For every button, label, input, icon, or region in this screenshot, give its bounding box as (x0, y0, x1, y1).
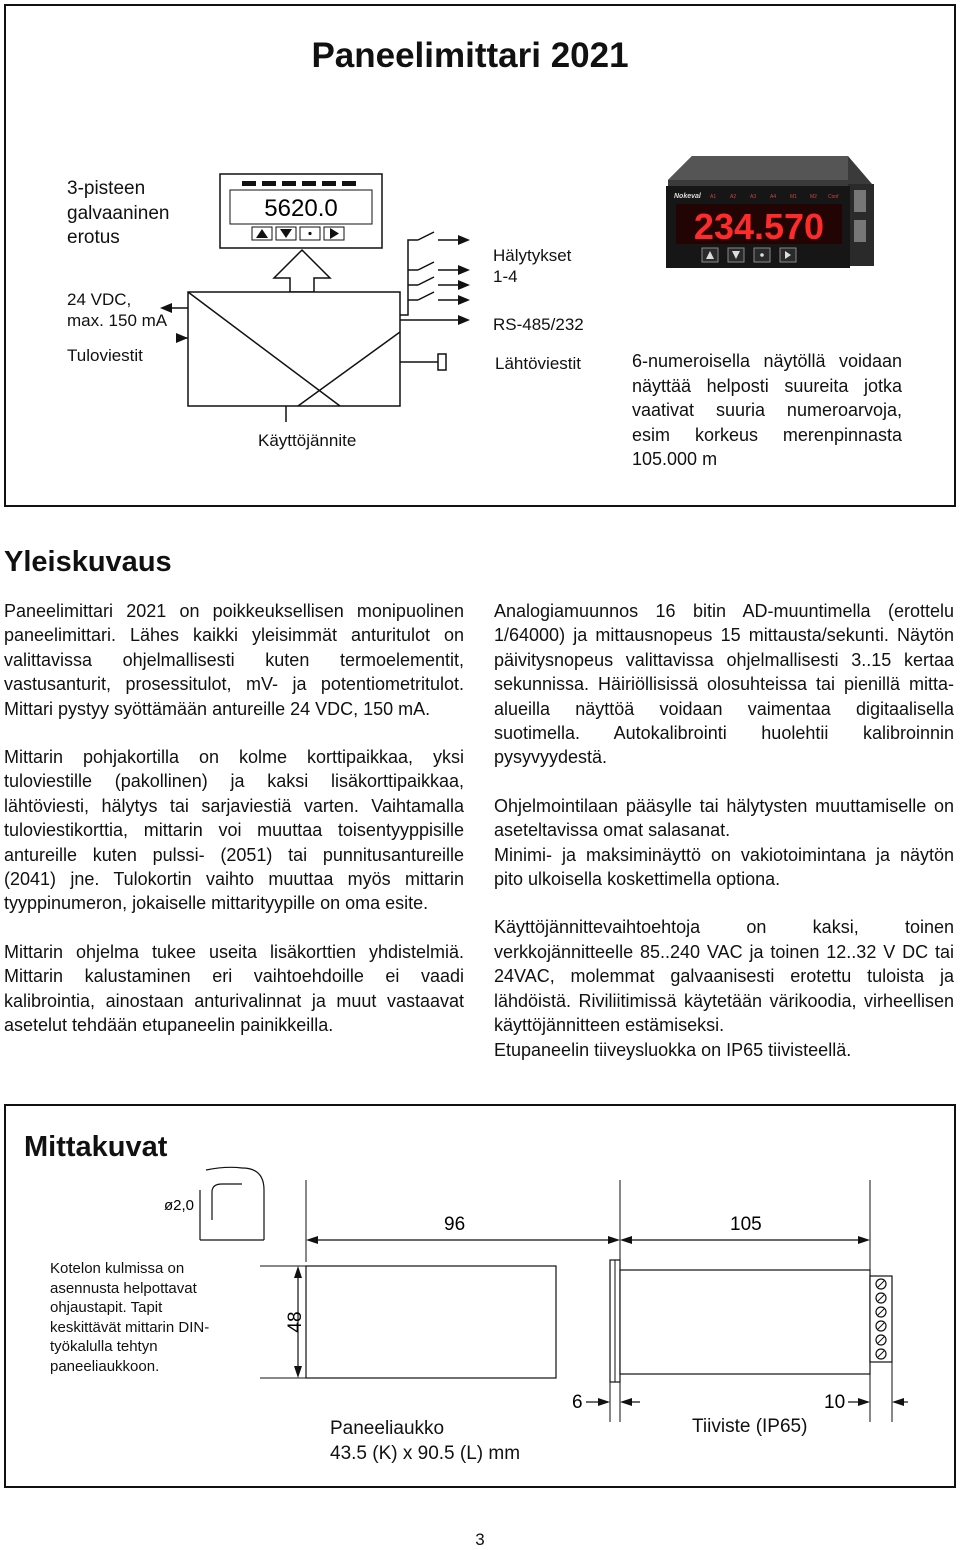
photo-display-value: 234.570 (693, 206, 825, 247)
depth-dimension: 105 (730, 1214, 762, 1235)
alarms-label: Hälytykset 1-4 (493, 246, 572, 286)
overview-paragraph: Käyttöjännittevaihtoehtoja on kaksi, toinen verkkojännitteelle 85..240 VAC ja toinen 12..32 V DC tai 24VAC, molemmat galvaanisesti erotettu tuloista ja lähdöistä. Riviliitimissä käytetään värikoodia, virheellisen käyttöjännitteen estämiseksi. Etupaneelin tiiveysluokka on IP65 tiivisteellä. (494, 917, 954, 1060)
dimensions-heading: Mittakuvat (24, 1131, 168, 1163)
indicator-a3: A3 (750, 194, 757, 200)
overview-right-column (494, 599, 954, 1062)
width-dimension: 96 (444, 1214, 466, 1235)
supply-voltage-label: Käyttöjännite (258, 431, 357, 450)
overview-paragraph: Paneelimittari 2021 on poikkeuksellisen monipuolinen paneelimittari. Lähes kaikki yleisimmät anturitulot on valittavissa ohjelmallisesti kuten termoelementit, vastusanturit, prosessitulot, mV- ja potentiometritulot. Mittari pystyy syöttämään antureille 24 VDC, 150 mA. (4, 601, 464, 719)
indicator-a1: A1 (710, 194, 717, 200)
front-dimension: 6 (572, 1392, 583, 1413)
indicator-conf: Conf (828, 194, 839, 200)
display-value: 5620.0 (264, 195, 338, 222)
star-icon (308, 232, 311, 235)
isolation-label: 3-pisteen galvaaninen erotus (67, 178, 170, 248)
output-signals-label: Lähtöviestit (495, 354, 581, 373)
dimension-drawing (150, 1160, 910, 1490)
sensor-supply-label: 24 VDC, max. 150 mA (67, 290, 168, 330)
page-title: Paneelimittari 2021 (311, 36, 629, 75)
height-dimension: 48 (285, 1311, 306, 1333)
brand-logo: Nokeval (674, 193, 701, 200)
indicator-m1: M1 (790, 194, 797, 200)
cutout-label: Paneeliaukko 43.5 (K) x 90.5 (L) mm (330, 1418, 521, 1464)
overview-paragraph: Mittarin pohjakortilla on kolme korttipaikkaa, yksi tuloviestille (pakollinen) ja kaksi lisäkorttipaikkaa, lähtöviesti, hälytys tai sarjaviestiä varten. Vaihtamalla tuloviestikorttia, mittarin voi muuttaa toisentyyppisille antureille kuten pulssi- (2051) tai punnitusantureille (2041) jne. Tulokortin vaihto muuttaa myös mittarin tyyppinumeron, jokaiselle mittarityypille on oma esite. (4, 747, 464, 914)
gasket-label: Tiiviste (IP65) (692, 1416, 808, 1437)
dimensions-note: Kotelon kulmissa on asennusta helpottavat ohjaustapit. Tapit keskittävät mittarin DIN-työkalulla tehtyn paneeliaukkoon. (50, 1260, 210, 1375)
indicator-a2: A2 (730, 194, 737, 200)
indicator-m2: M2 (810, 194, 817, 200)
overview-left-column (4, 599, 464, 1038)
indicator-a4: A4 (770, 194, 777, 200)
input-signals-label: Tuloviestit (67, 346, 143, 365)
overview-paragraph: Ohjelmointilaan pääsylle tai hälytysten muuttamiselle on aseteltavissa omat salasanat. Minimi- ja maksiminäyttö on vakiotoimintana ja näytön pito ulkoisella koskettimella optiona. (494, 795, 954, 890)
overview-paragraph: Mittarin ohjelma tukee useita lisäkorttien yhdistelmiä. Mittarin kalustaminen eri vaihtoehdoille ei vaadi kalibrointia, ainostaan anturivalinnat ja muut vastaavat asetelut tehdään etupaneelin painikkeilla. (4, 941, 464, 1036)
block-diagram (160, 170, 480, 460)
hole-diameter-label: ø2,0 (164, 1197, 195, 1214)
page-number: 3 (475, 1530, 485, 1549)
overview-heading: Yleiskuvaus (4, 546, 172, 578)
overview-paragraph: Analogiamuunnos 16 bitin AD-muuntimella (erottelu 1/64000) ja mittausnopeus 15 mittausta/sekunti. Näytön päivitysnopeus valittavissa ohjelmallisesti 3..15 kertaa sekunnissa. Häiriöllisissä olosuhteissa tai pienillä mitta-alueilla näyttöä voidaan vaimentaa digitaalisella suotimella. Autokalibrointi huolehtii kalibroinnin pysyvyydestä. (494, 601, 954, 768)
header-description: 6-numeroisella näytöllä voidaan näyttää helposti suureita jotka vaativat suuria numeroarvoja, esim korkeus merenpinnasta 105.000 m (632, 351, 902, 469)
device-photo (662, 150, 884, 280)
rear-dimension: 10 (824, 1392, 846, 1413)
serial-label: RS-485/232 (493, 315, 584, 334)
